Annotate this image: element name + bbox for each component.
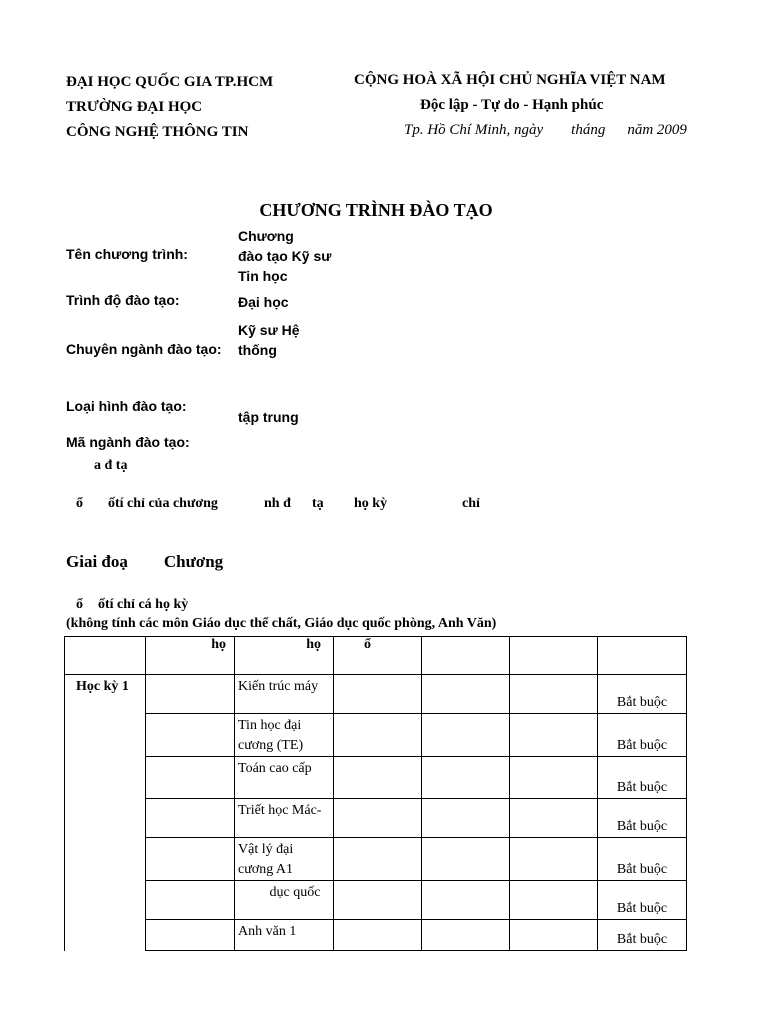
program-value-line: Chương (238, 228, 294, 244)
header-cell: ổ (334, 637, 422, 675)
program-label: Tên chương trình: (66, 246, 188, 262)
course-name: Anh văn 1 (238, 924, 297, 939)
course-name: cương (TE) (238, 738, 304, 753)
course-name: Triết học Mác- (238, 803, 322, 818)
table-cell (146, 881, 235, 920)
national-motto: Độc lập - Tự do - Hạnh phúc (420, 97, 604, 113)
course-type-cell: Bắt buộc (598, 881, 687, 920)
header-cell (510, 637, 598, 675)
mode-label: Loại hình đào tạo: (66, 398, 187, 414)
table-cell (422, 675, 510, 714)
course-name-cell (235, 757, 334, 799)
course-name-cell (235, 838, 334, 881)
course-name: dục quốc (238, 885, 321, 900)
course-type-cell: Bắt buộc (598, 714, 687, 757)
date-line (404, 122, 687, 139)
course-type-cell: Bắt buộc (598, 675, 687, 714)
date-month: tháng (571, 122, 606, 138)
school-name-line2: CÔNG NGHỆ THÔNG TIN (66, 124, 249, 140)
course-name: Tin học đại (238, 718, 302, 733)
date-place: Tp. Hồ Chí Minh, ngày (404, 122, 544, 138)
table-cell (334, 881, 422, 920)
table-cell (146, 757, 235, 799)
header-cell (422, 637, 510, 675)
table-cell (146, 799, 235, 838)
table-cell (510, 675, 598, 714)
course-name-cell (235, 799, 334, 838)
table-cell (422, 920, 510, 951)
curriculum-table (64, 636, 687, 951)
fragment-line-1: a đ tạ (94, 458, 128, 473)
table-row (65, 799, 687, 838)
table-cell (146, 838, 235, 881)
program-value (238, 226, 331, 286)
table-cell (510, 799, 598, 838)
table-cell (510, 881, 598, 920)
table-row (65, 757, 687, 799)
section-heading (66, 552, 223, 572)
table-cell (146, 714, 235, 757)
course-type-cell: Bắt buộc (598, 757, 687, 799)
table-cell (422, 881, 510, 920)
major-label: Chuyên ngành đào tạo: (66, 341, 222, 357)
section-heading-part: Giai đoạ (66, 552, 128, 571)
university-name: ĐẠI HỌC QUỐC GIA TP.HCM (66, 74, 274, 90)
major-value-line: Kỹ sư Hệ (238, 322, 300, 338)
table-cell (422, 714, 510, 757)
school-name-line1: TRƯỜNG ĐẠI HỌC (66, 99, 203, 115)
header-cell (65, 637, 146, 675)
table-cell (510, 757, 598, 799)
republic-title: CỘNG HOÀ XÃ HỘI CHỦ NGHĨA VIỆT NAM (354, 72, 666, 88)
table-cell (510, 714, 598, 757)
fragment-part: chỉ (462, 496, 480, 511)
table-row (65, 714, 687, 757)
course-name-cell (235, 881, 334, 920)
table-row (65, 920, 687, 951)
major-value-line: thống (238, 342, 277, 358)
section-sub-part: ổ (76, 597, 83, 612)
table-row (65, 838, 687, 881)
fragment-part: họ kỳ (354, 496, 388, 511)
date-year: năm 2009 (627, 122, 687, 138)
table-cell (334, 675, 422, 714)
table-header-row (65, 637, 687, 675)
table-row (65, 675, 687, 714)
level-value: Đại học (238, 294, 289, 310)
program-value-line: Tin học (238, 268, 288, 284)
table-cell (334, 799, 422, 838)
table-cell (510, 838, 598, 881)
table-cell (334, 838, 422, 881)
course-name: cương A1 (238, 862, 294, 877)
table-cell (334, 757, 422, 799)
mode-value: tập trung (238, 409, 299, 425)
section-note: (không tính các môn Giáo dục thể chất, Giáo dục quốc phòng, Anh Văn) (66, 616, 497, 631)
table-cell (510, 920, 598, 951)
course-name: Kiến trúc máy (238, 679, 319, 694)
table-cell (146, 675, 235, 714)
course-name: Vật lý đại (238, 842, 294, 857)
course-type-cell: Bắt buộc (598, 799, 687, 838)
semester-cell: Học kỳ 1 (65, 675, 146, 951)
section-heading-part: Chương (163, 552, 224, 571)
table-cell (334, 714, 422, 757)
course-name-cell (235, 920, 334, 951)
header-cell (598, 637, 687, 675)
table-cell (422, 799, 510, 838)
table-cell (334, 920, 422, 951)
major-value (238, 320, 300, 360)
table-row (65, 881, 687, 920)
fragment-part: ổ (76, 496, 83, 511)
course-type-cell: Bắt buộc (598, 920, 687, 951)
page-title: CHƯƠNG TRÌNH ĐÀO TẠO (259, 200, 493, 220)
table-cell (146, 920, 235, 951)
code-label: Mã ngành đào tạo: (66, 434, 190, 450)
course-name-cell (235, 675, 334, 714)
table-cell (422, 838, 510, 881)
header-cell: họ (235, 637, 334, 675)
course-type-cell: Bắt buộc (598, 838, 687, 881)
header-cell: họ (146, 637, 235, 675)
fragment-part: tạ (312, 496, 324, 511)
fragment-part: nh đ (264, 496, 291, 511)
program-value-line: đào tạo Kỹ sư (238, 248, 332, 264)
table-cell (422, 757, 510, 799)
section-sub-part: ốtí chỉ cá họ kỳ (98, 597, 189, 612)
course-name-cell (235, 714, 334, 757)
level-label: Trình độ đào tạo: (66, 292, 180, 308)
course-name: Toán cao cấp (238, 761, 312, 776)
fragment-part: ốtí chỉ của chương (108, 496, 218, 511)
